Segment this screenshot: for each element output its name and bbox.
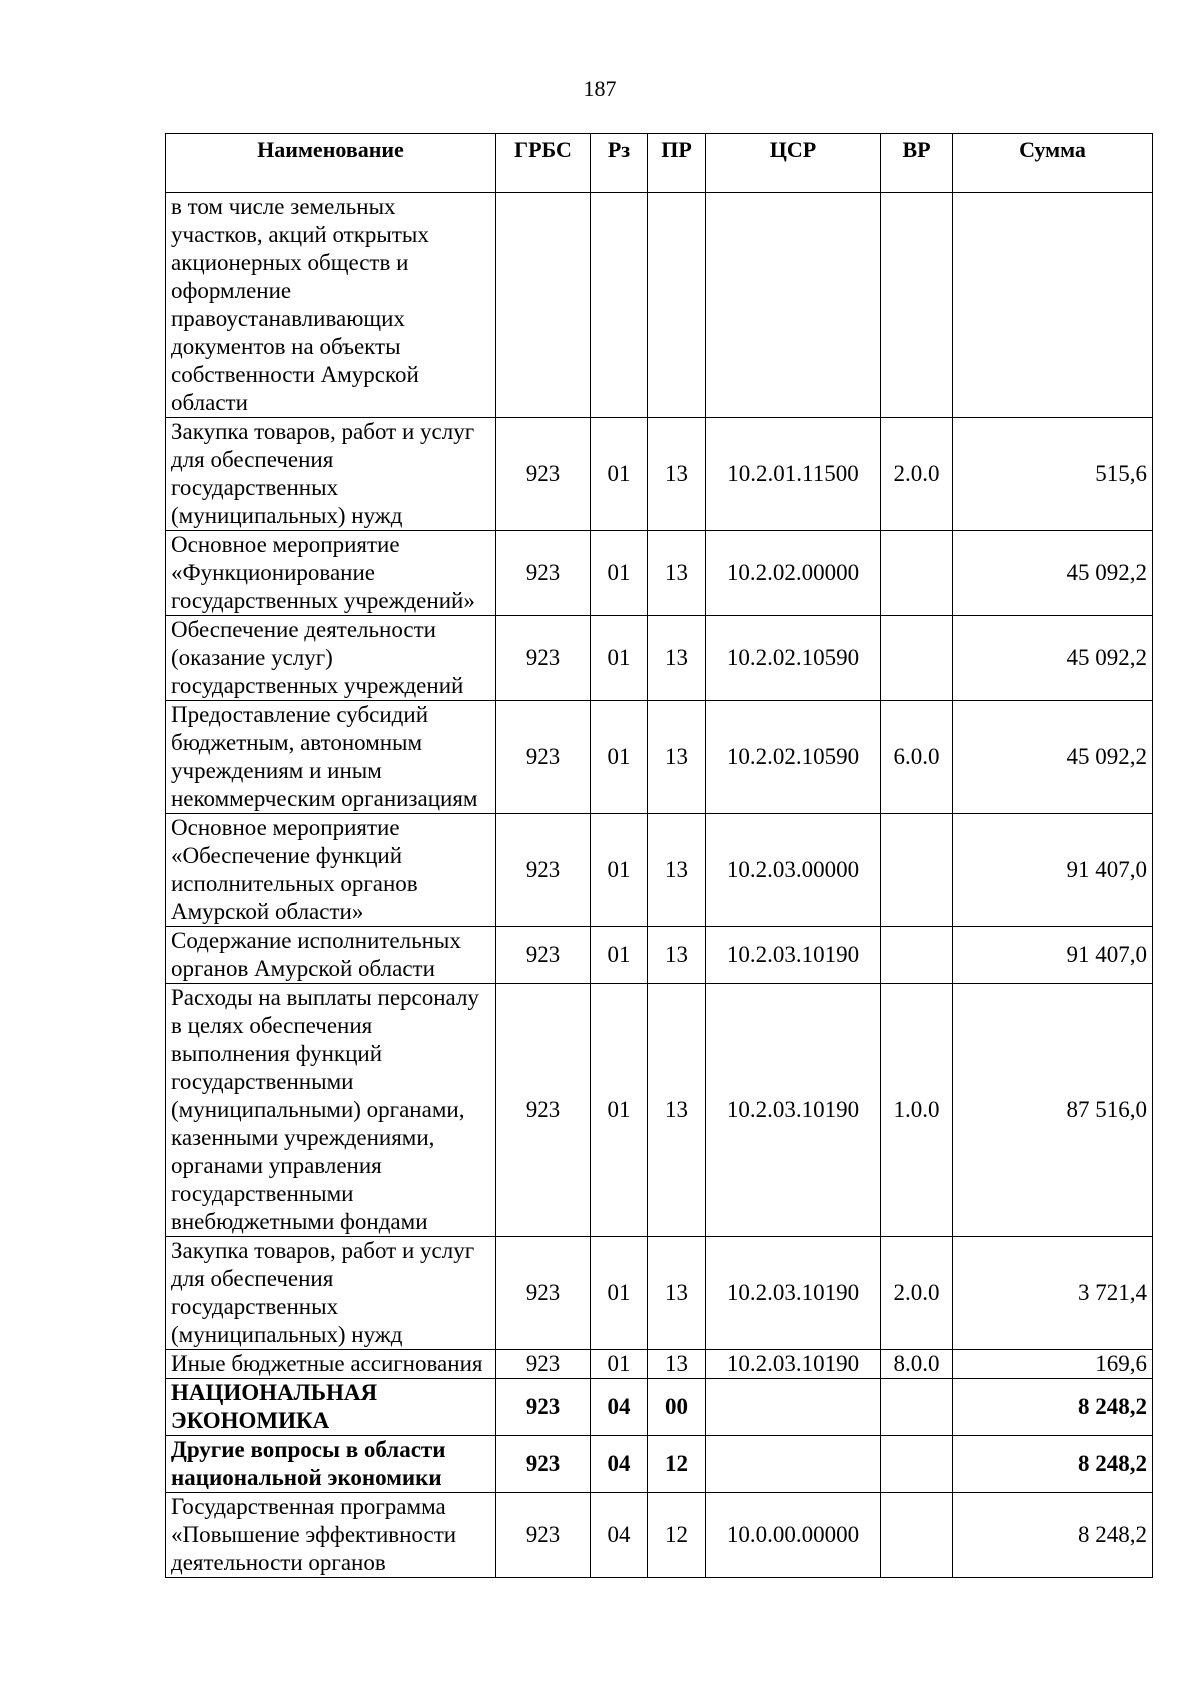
- cell-name: Обеспечение деятельности (оказание услуг) государственных учреждений: [166, 616, 496, 701]
- cell-sum: 8 248,2: [953, 1379, 1153, 1436]
- cell-name: Иные бюджетные ассигнования: [166, 1350, 496, 1379]
- cell-vr: [881, 1436, 953, 1493]
- cell-csr: 10.0.00.00000: [706, 1493, 881, 1578]
- cell-grbs: [496, 193, 591, 418]
- column-header-rz: Рз: [591, 134, 648, 193]
- table-row-section: [166, 1379, 1153, 1436]
- cell-csr: 10.2.03.10190: [706, 1350, 881, 1379]
- cell-rz: 01: [591, 1350, 648, 1379]
- cell-sum: 3 721,4: [953, 1237, 1153, 1350]
- cell-vr: [881, 616, 953, 701]
- cell-rz: 01: [591, 984, 648, 1237]
- cell-pr: 12: [648, 1493, 706, 1578]
- cell-pr: 13: [648, 984, 706, 1237]
- cell-pr: 13: [648, 701, 706, 814]
- cell-pr: 13: [648, 1237, 706, 1350]
- cell-sum: 91 407,0: [953, 927, 1153, 984]
- table-row: [166, 1493, 1153, 1578]
- cell-vr: [881, 814, 953, 927]
- cell-name: Основное мероприятие «Функционирование государственных учреждений»: [166, 531, 496, 616]
- cell-rz: 01: [591, 701, 648, 814]
- cell-grbs: 923: [496, 531, 591, 616]
- cell-csr: 10.2.01.11500: [706, 418, 881, 531]
- cell-sum: 8 248,2: [953, 1493, 1153, 1578]
- cell-name: НАЦИОНАЛЬНАЯ ЭКОНОМИКА: [166, 1379, 496, 1436]
- cell-csr: 10.2.03.00000: [706, 814, 881, 927]
- table-row-section: [166, 1436, 1153, 1493]
- cell-sum: 169,6: [953, 1350, 1153, 1379]
- cell-sum: 91 407,0: [953, 814, 1153, 927]
- cell-csr: 10.2.02.10590: [706, 701, 881, 814]
- budget-table: [165, 133, 1153, 1578]
- cell-name: Предоставление субсидий бюджетным, автономным учреждениям и иным некоммерческим организациям: [166, 701, 496, 814]
- table-row: [166, 984, 1153, 1237]
- cell-pr: 13: [648, 531, 706, 616]
- cell-vr: [881, 193, 953, 418]
- cell-csr: [706, 193, 881, 418]
- cell-grbs: 923: [496, 701, 591, 814]
- cell-pr: 13: [648, 927, 706, 984]
- cell-rz: 04: [591, 1379, 648, 1436]
- cell-pr: 12: [648, 1436, 706, 1493]
- cell-grbs: 923: [496, 927, 591, 984]
- cell-grbs: 923: [496, 1436, 591, 1493]
- cell-sum: 45 092,2: [953, 701, 1153, 814]
- cell-grbs: 923: [496, 984, 591, 1237]
- cell-sum: 45 092,2: [953, 531, 1153, 616]
- cell-grbs: 923: [496, 616, 591, 701]
- cell-grbs: 923: [496, 1237, 591, 1350]
- cell-vr: 2.0.0: [881, 418, 953, 531]
- table-row: [166, 1237, 1153, 1350]
- cell-vr: [881, 531, 953, 616]
- cell-rz: 01: [591, 418, 648, 531]
- cell-grbs: 923: [496, 814, 591, 927]
- page-number: 187: [583, 76, 617, 101]
- cell-pr: 13: [648, 1350, 706, 1379]
- cell-vr: [881, 1379, 953, 1436]
- cell-name: Другие вопросы в области национальной экономики: [166, 1436, 496, 1493]
- table-row: [166, 701, 1153, 814]
- cell-csr: 10.2.03.10190: [706, 1237, 881, 1350]
- cell-csr: 10.2.03.10190: [706, 927, 881, 984]
- cell-pr: 13: [648, 814, 706, 927]
- cell-pr: [648, 193, 706, 418]
- cell-csr: 10.2.02.00000: [706, 531, 881, 616]
- cell-rz: [591, 193, 648, 418]
- cell-vr: 8.0.0: [881, 1350, 953, 1379]
- cell-grbs: 923: [496, 1493, 591, 1578]
- cell-name: Государственная программа «Повышение эффективности деятельности органов: [166, 1493, 496, 1578]
- cell-sum: 45 092,2: [953, 616, 1153, 701]
- table-row: [166, 418, 1153, 531]
- column-header-grbs: ГРБС: [496, 134, 591, 193]
- cell-rz: 01: [591, 616, 648, 701]
- cell-sum: 515,6: [953, 418, 1153, 531]
- table-body: [166, 193, 1153, 1578]
- table-row: [166, 193, 1153, 418]
- cell-rz: 01: [591, 927, 648, 984]
- cell-csr: 10.2.03.10190: [706, 984, 881, 1237]
- table-row: [166, 927, 1153, 984]
- cell-rz: 01: [591, 1237, 648, 1350]
- cell-name: Расходы на выплаты персоналу в целях обеспечения выполнения функций государственными (муниципальными) органами, казенными учреждениями, органами управления государственными внебюджетными фондами: [166, 984, 496, 1237]
- cell-grbs: 923: [496, 1350, 591, 1379]
- table-header-row: [166, 134, 1153, 193]
- cell-name: Содержание исполнительных органов Амурской области: [166, 927, 496, 984]
- column-header-sum: Сумма: [953, 134, 1153, 193]
- cell-name: Основное мероприятие «Обеспечение функций исполнительных органов Амурской области»: [166, 814, 496, 927]
- cell-rz: 01: [591, 814, 648, 927]
- table-row: [166, 1350, 1153, 1379]
- cell-name: Закупка товаров, работ и услуг для обеспечения государственных (муниципальных) нужд: [166, 1237, 496, 1350]
- cell-rz: 01: [591, 531, 648, 616]
- cell-sum: [953, 193, 1153, 418]
- cell-pr: 13: [648, 418, 706, 531]
- cell-sum: 87 516,0: [953, 984, 1153, 1237]
- cell-vr: [881, 927, 953, 984]
- table-row: [166, 616, 1153, 701]
- cell-name: Закупка товаров, работ и услуг для обеспечения государственных (муниципальных) нужд: [166, 418, 496, 531]
- cell-grbs: 923: [496, 418, 591, 531]
- cell-vr: [881, 1493, 953, 1578]
- cell-rz: 04: [591, 1493, 648, 1578]
- cell-pr: 13: [648, 616, 706, 701]
- table-row: [166, 814, 1153, 927]
- cell-csr: [706, 1436, 881, 1493]
- column-header-vr: ВР: [881, 134, 953, 193]
- cell-vr: 6.0.0: [881, 701, 953, 814]
- cell-sum: 8 248,2: [953, 1436, 1153, 1493]
- cell-pr: 00: [648, 1379, 706, 1436]
- cell-vr: 2.0.0: [881, 1237, 953, 1350]
- column-header-csr: ЦСР: [706, 134, 881, 193]
- cell-name: в том числе земельных участков, акций открытых акционерных обществ и оформление правоустанавливающих документов на объекты собственности Амурской области: [166, 193, 496, 418]
- cell-grbs: 923: [496, 1379, 591, 1436]
- cell-csr: 10.2.02.10590: [706, 616, 881, 701]
- cell-rz: 04: [591, 1436, 648, 1493]
- cell-csr: [706, 1379, 881, 1436]
- column-header-name: Наименование: [166, 134, 496, 193]
- column-header-pr: ПР: [648, 134, 706, 193]
- table-row: [166, 531, 1153, 616]
- cell-vr: 1.0.0: [881, 984, 953, 1237]
